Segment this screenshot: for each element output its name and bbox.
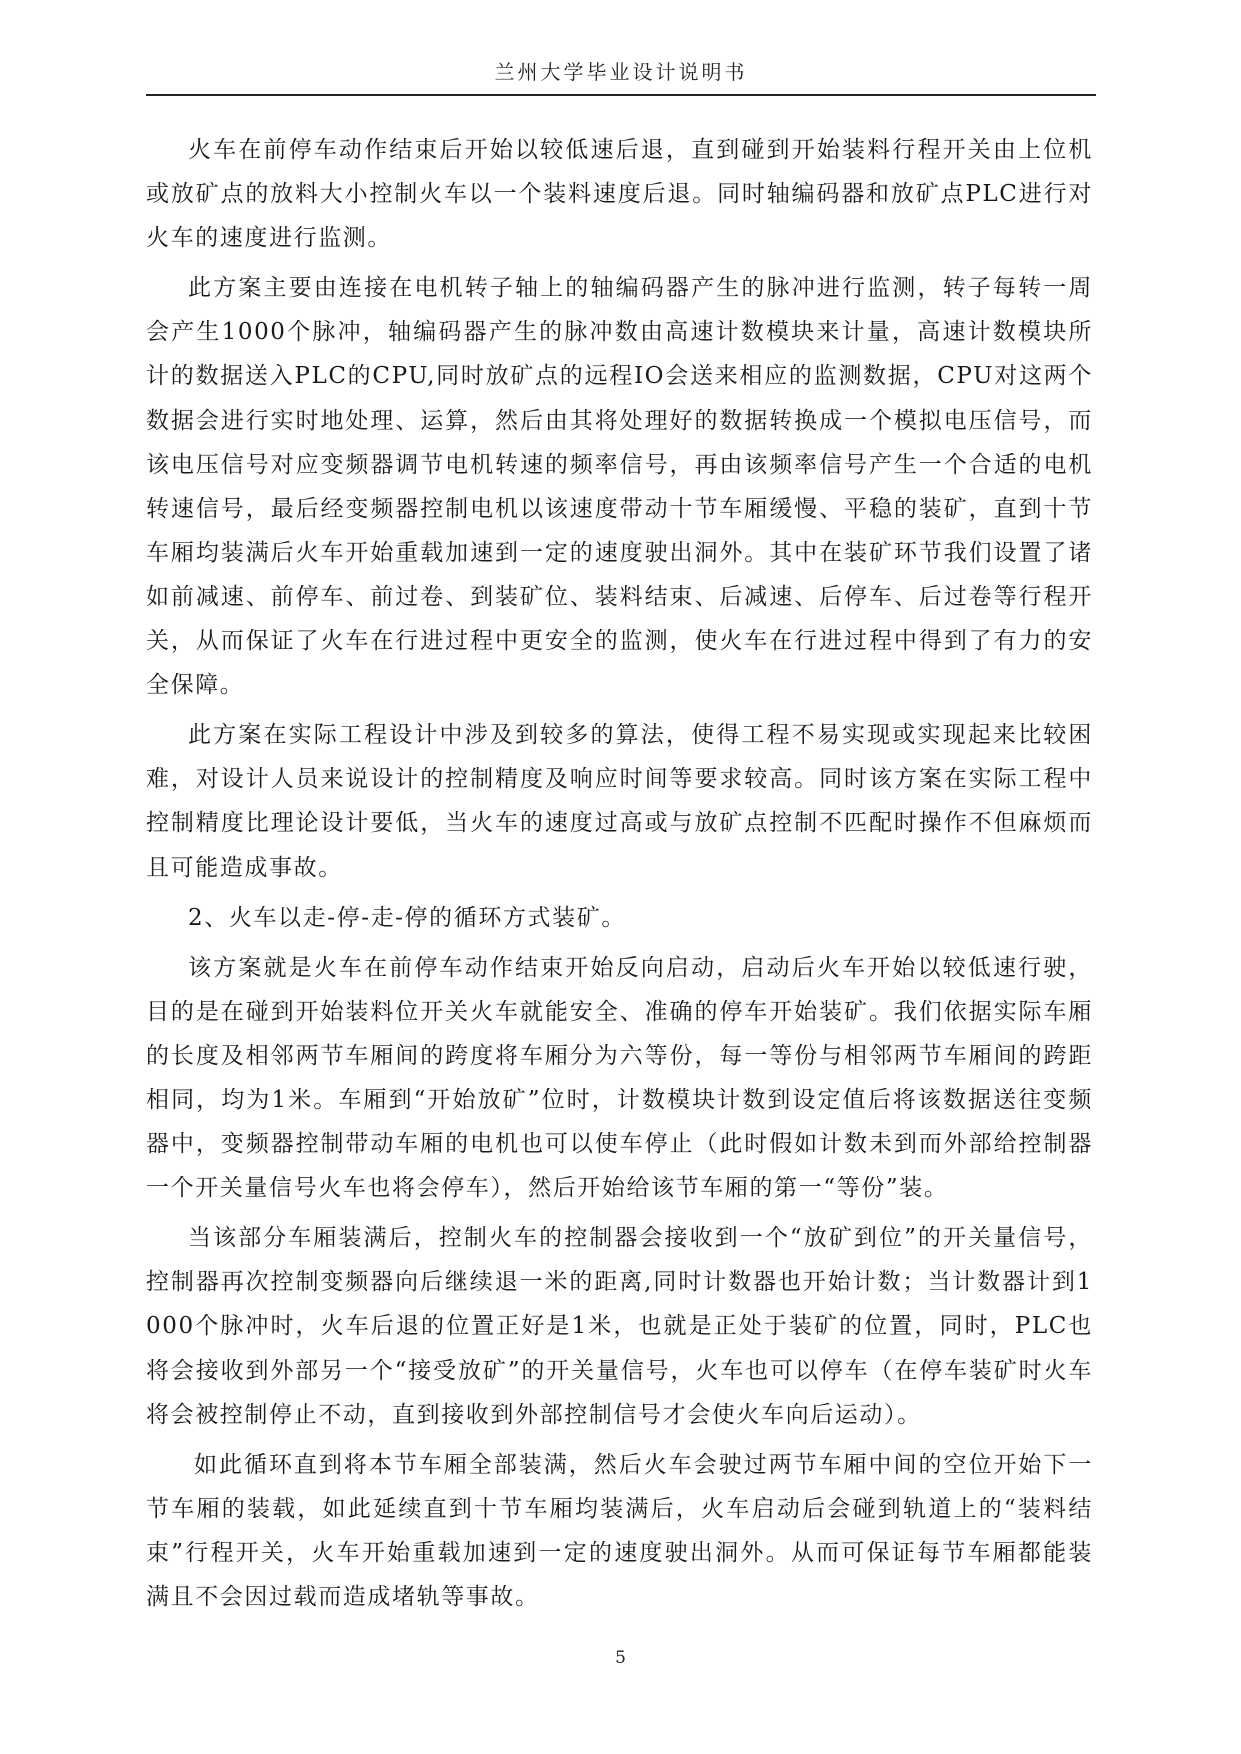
page-header-title: 兰州大学毕业设计说明书 [494, 60, 748, 84]
paragraph: 该方案就是火车在前停车动作结束开始反向启动，启动后火车开始以较低速行驶，目的是在碰到开始装料位开关火车就能安全、准确的停车开始装矿。我们依据实际车厢的长度及相邻两节车厢间的跨度将车厢分为六等份，每一等份与相邻两节车厢间的跨距相同，均为1米。车厢到“开始放矿”位时，计数模块计数到设定值后将该数据送往变频器中，变频器控制带动车厢的电机也可以使车停止（此时假如计数未到而外部给控制器一个开关量信号火车也将会停车），然后开始给该节车厢的第一“等份”装。 [146, 954, 1093, 1202]
paragraph: 火车在前停车动作结束后开始以较低速后退，直到碰到开始装料行程开关由上位机或放矿点的放料大小控制火车以一个装料速度后退。同时轴编码器和放矿点PLC进行对火车的速度进行监测。 [146, 137, 1093, 252]
document-body [146, 128, 1093, 1625]
paragraph: 此方案在实际工程设计中涉及到较多的算法，使得工程不易实现或实现起来比较困难，对设计人员来说设计的控制精度及响应时间等要求较高。同时该方案在实际工程中控制精度比理论设计要低，当火车的速度过高或与放矿点控制不匹配时操作不但麻烦而且可能造成事故。 [146, 722, 1093, 881]
header-rule [146, 94, 1096, 96]
page-number: 5 [615, 1648, 626, 1668]
section-heading: 2、火车以走-停-走-停的循环方式装矿。 [188, 904, 626, 931]
paragraph: 此方案主要由连接在电机转子轴上的轴编码器产生的脉冲进行监测，转子每转一周会产生1000个脉冲，轴编码器产生的脉冲数由高速计数模块来计量，高速计数模块所计的数据送入PLC的CPU,同时放矿点的远程IO会送来相应的监测数据，CPU对这两个数据会进行实时地处理、运算，然后由其将处理好的数据转换成一个模拟电压信号，而该电压信号对应变频器调节电机转速的频率信号，再由该频率信号产生一个合适的电机转速信号，最后经变频器控制电机以该速度带动十节车厢缓慢、平稳的装矿，直到十节车厢均装满后火车开始重载加速到一定的速度驶出洞外。其中在装矿环节我们设置了诸如前减速、前停车、前过卷、到装矿位、装料结束、后减速、后停车、后过卷等行程开关，从而保证了火车在行进过程中更安全的监测，使火车在行进过程中得到了有力的安全保障。 [146, 275, 1093, 699]
paragraph: 如此循环直到将本节车厢全部装满，然后火车会驶过两节车厢中间的空位开始下一节车厢的装载，如此延续直到十节车厢均装满后，火车启动后会碰到轨道上的“装料结束”行程开关，火车开始重载加速到一定的速度驶出洞外。从而可保证每节车厢都能装满且不会因过载而造成堵轨等事故。 [146, 1451, 1093, 1610]
paragraph: 当该部分车厢装满后，控制火车的控制器会接收到一个“放矿到位”的开关量信号，控制器再次控制变频器向后继续退一米的距离,同时计数器也开始计数；当计数器计到1000个脉冲时，火车后退的位置正好是1米，也就是正处于装矿的位置，同时，PLC也将会接收到外部另一个“接受放矿”的开关量信号，火车也可以停车（在停车装矿时火车将会被控制停止不动，直到接收到外部控制信号才会使火车向后运动）。 [146, 1225, 1093, 1428]
